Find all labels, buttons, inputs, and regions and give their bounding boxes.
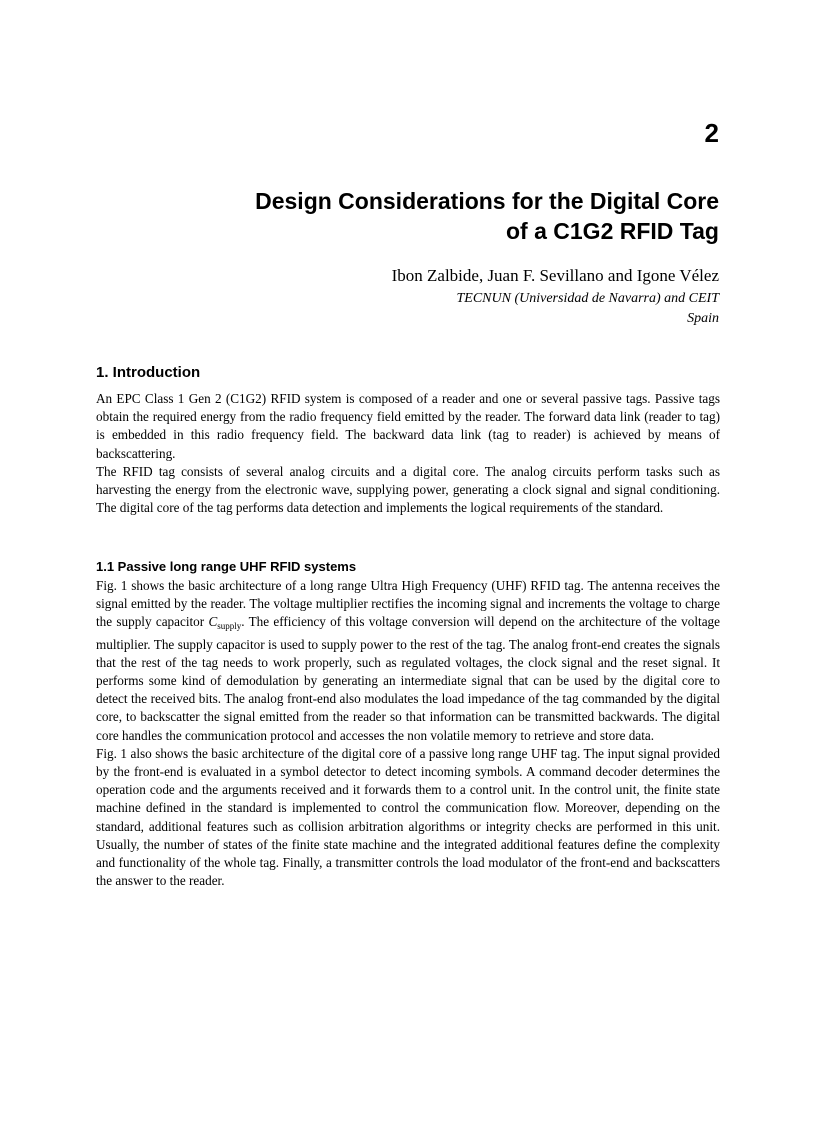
subsection-paragraph-2: Fig. 1 also shows the basic architecture of the digital core of a passive long range UHF tag. The input signal provided by the front-end is evaluated in a symbol detector to detect incoming symbols. A command decoder determines the operation code and the arguments received and it forwards them to a control unit. In the control unit, the finite state machine defined in the standard is implemented to control the communication flow. Moreover, depending on the standard, additional features such as collision arbitration algorithms or integrity checks are performed in this unit. Usually, the number of states of the finite state machine and the integrated additional features define the complexity and functionality of the whole tag. Finally, a transmitter controls the load modulator of the front-end and backscatters the answer to the reader. xyxy=(96,745,720,889)
chapter-title-line-1: Design Considerations for the Digital Core xyxy=(255,188,719,214)
introduction-paragraph-2: The RFID tag consists of several analog circuits and a digital core. The analog circuits perform tasks such as harvesting the energy from the electronic wave, supplying power, generating a clock signal and signal conditioning. The digital core of the tag performs data detection and implements the logical requirements of the standard. xyxy=(96,463,720,516)
introduction-paragraph-1: An EPC Class 1 Gen 2 (C1G2) RFID system is composed of a reader and one or several passive tags. Passive tags obtain the required energy from the radio frequency field emitted by the reader. The forward data link (reader to tag) is embedded in this radio frequency field. The backward data link (tag to reader) is achieved by means of backscattering. xyxy=(96,391,720,461)
supply-capacitor-symbol xyxy=(208,614,242,632)
author-affiliation: TECNUN (Universidad de Navarra) and CEIT xyxy=(456,291,719,306)
chapter-title xyxy=(99,186,719,246)
author-country: Spain xyxy=(687,311,719,326)
capacitor-letter: C xyxy=(208,614,218,630)
chapter-number: 2 xyxy=(704,118,719,148)
subsection-heading-passive-uhf: 1.1 Passive long range UHF RFID systems xyxy=(96,559,357,574)
paragraph-1-text-b: . The efficiency of this voltage conversion will depend on the architecture of the voltage multiplier. The supply capacitor is used to supply power to the rest of the tag. The analog front-end creates the signals that the rest of the tag needs to work properly, such as regulated voltages, the clock signal and the reset signal. It performs some kind of demodulation by generating an intermediate signal that can be used by the digital core to detect the received bits. The analog front-end also modulates the load impedance of the tag commanded by the digital core, to backscatter the signal emitted from the reader so that information can be transmitted backwards. The digital core handles the communication protocol and accesses the non volatile memory to retrieve and store data. xyxy=(96,614,720,743)
author-list: Ibon Zalbide, Juan F. Sevillano and Igone Vélez xyxy=(391,266,719,285)
paragraph-1-text-a: Fig. 1 shows the basic architecture of a long range Ultra High Frequency (UHF) RFID tag. The antenna receives the signal emitted by the reader. The voltage multiplier rectifies the incoming signal and increments the voltage to charge the supply capacitor xyxy=(96,578,720,630)
subsection-body xyxy=(96,577,720,890)
section-heading-introduction: 1. Introduction xyxy=(96,364,201,381)
introduction-body xyxy=(96,390,720,517)
chapter-title-line-2: of a C1G2 RFID Tag xyxy=(506,218,719,244)
subsection-paragraph-1 xyxy=(96,577,720,745)
capacitor-subscript: supply xyxy=(217,621,242,632)
